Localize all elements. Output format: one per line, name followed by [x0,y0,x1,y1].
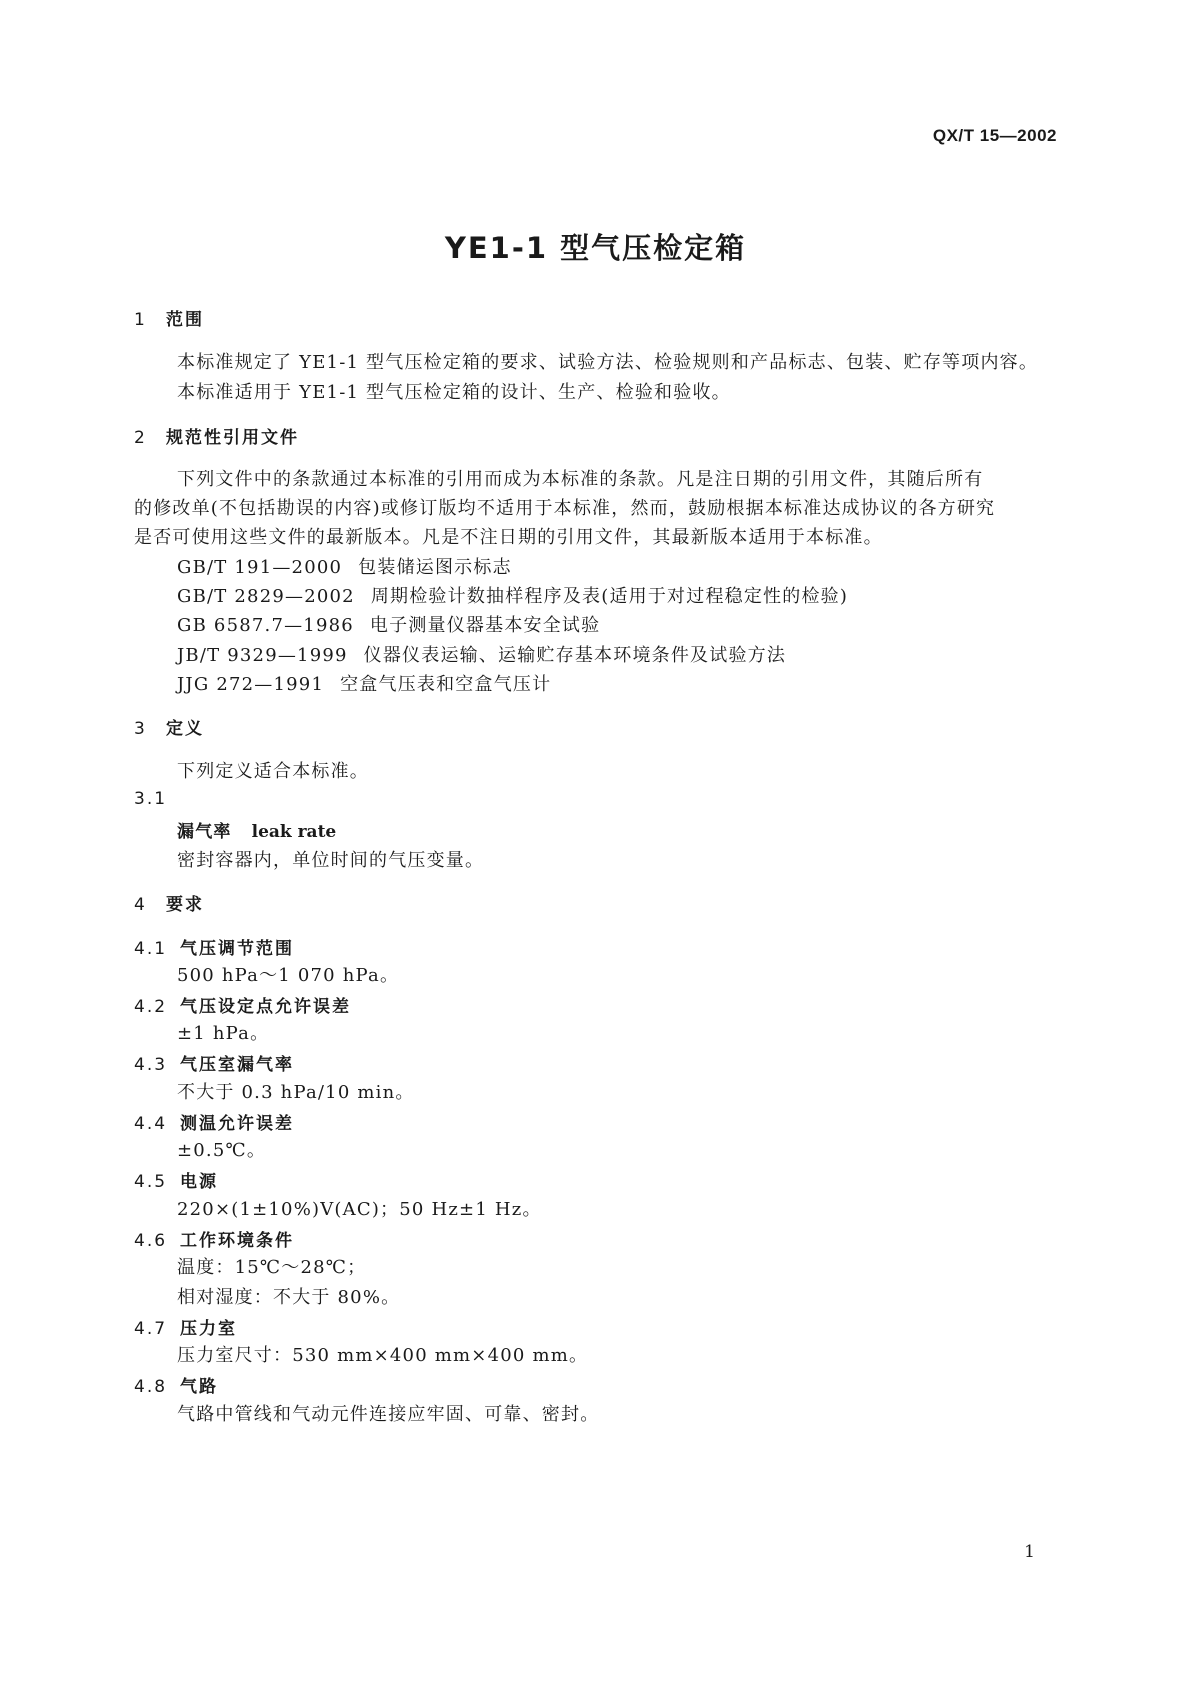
document-title: YE1-1 型气压检定箱 [444,231,747,265]
term-definition: 密封容器内，单位时间的气压变量。 [177,850,485,871]
section-3-heading [134,714,204,739]
section-title: 要求 [166,895,204,915]
clause-number: 4.8 [134,1377,168,1397]
reference-title: 周期检验计数抽样程序及表(适用于对过程稳定性的检验) [370,586,849,607]
clause-title: 气压室漏气率 [180,1055,294,1075]
reference-title: 包装储运图示标志 [358,557,512,578]
reference-code: GB/T 191—2000 [177,557,343,578]
clause-heading [134,992,351,1017]
clause-text: 500 hPa～1 070 hPa。 [177,965,400,986]
reference-code: JJG 272—1991 [177,674,325,695]
clause-text: 220×(1±10%)V(AC)；50 Hz±1 Hz。 [177,1199,542,1220]
reference-item [177,611,600,637]
clause-number: 4.2 [134,997,168,1017]
clause-title: 气路 [180,1377,218,1397]
section-2-heading [134,423,299,448]
reference-title: 电子测量仪器基本安全试验 [369,615,601,636]
standard-code: QX/T 15—2002 [932,126,1057,145]
clause-number: 4.5 [134,1172,168,1192]
reference-code: JB/T 9329—1999 [177,645,348,666]
clause-title: 电源 [180,1172,218,1192]
reference-code: GB/T 2829—2002 [177,586,355,607]
section-number: 3 [134,719,147,739]
clause-text: 气路中管线和气动元件连接应牢固、可靠、密封。 [177,1404,600,1425]
reference-title: 空盒气压表和空盒气压计 [340,674,552,695]
clause-heading [134,1109,294,1134]
clause-text: 温度：15℃～28℃； [177,1257,367,1278]
clause-text: 不大于 0.3 hPa/10 min。 [177,1082,415,1103]
section-title: 范围 [166,310,204,330]
clause-title: 气压调节范围 [180,939,294,959]
paragraph: 是否可使用这些文件的最新版本。凡是不注日期的引用文件，其最新版本适用于本标准。 [134,527,883,548]
clause-title: 气压设定点允许误差 [180,997,351,1017]
clause-heading [134,1372,218,1397]
clause-text: 压力室尺寸：530 mm×400 mm×400 mm。 [177,1345,589,1366]
section-4-heading [134,890,204,915]
clause-heading [134,1314,237,1339]
section-title: 定义 [166,719,204,739]
clause-text: 相对湿度：不大于 80%。 [177,1287,401,1308]
subsection-number: 3.1 [134,789,168,809]
term-chinese: 漏气率 [177,822,232,842]
clause-title: 压力室 [180,1319,237,1339]
clause-text: ±0.5℃。 [177,1140,267,1161]
paragraph: 的修改单(不包括勘误的内容)或修订版均不适用于本标准，然而，鼓励根据本标准达成协议的各方研究 [134,498,996,519]
section-number: 4 [134,895,147,915]
section-number: 1 [134,310,147,330]
clause-heading [134,934,294,959]
page-number: 1 [1024,1542,1035,1562]
section-title: 规范性引用文件 [166,428,299,448]
clause-number: 4.1 [134,939,168,959]
paragraph: 下列文件中的条款通过本标准的引用而成为本标准的条款。凡是注日期的引用文件，其随后所有 [177,469,984,490]
clause-title: 工作环境条件 [180,1231,294,1251]
reference-item [177,582,848,608]
clause-title: 测温允许误差 [180,1114,294,1134]
section-number: 2 [134,428,147,448]
term [177,817,336,842]
clause-heading [134,1226,294,1251]
clause-number: 4.4 [134,1114,168,1134]
paragraph: 下列定义适合本标准。 [177,761,369,782]
paragraph: 本标准适用于 YE1-1 型气压检定箱的设计、生产、检验和验收。 [177,382,731,403]
clause-number: 4.7 [134,1319,168,1339]
clause-heading [134,1050,294,1075]
paragraph: 本标准规定了 YE1-1 型气压检定箱的要求、试验方法、检验规则和产品标志、包装、贮存等项内容。 [177,352,1039,373]
reference-item [177,641,786,667]
section-1-heading [134,305,204,330]
clause-heading [134,1167,218,1192]
term-english: leak rate [251,822,337,842]
clause-text: ±1 hPa。 [177,1023,270,1044]
clause-number: 4.3 [134,1055,168,1075]
reference-item [177,670,551,696]
reference-title: 仪器仪表运输、运输贮存基本环境条件及试验方法 [363,645,787,666]
reference-code: GB 6587.7—1986 [177,615,354,636]
reference-item [177,553,512,579]
clause-number: 4.6 [134,1231,168,1251]
